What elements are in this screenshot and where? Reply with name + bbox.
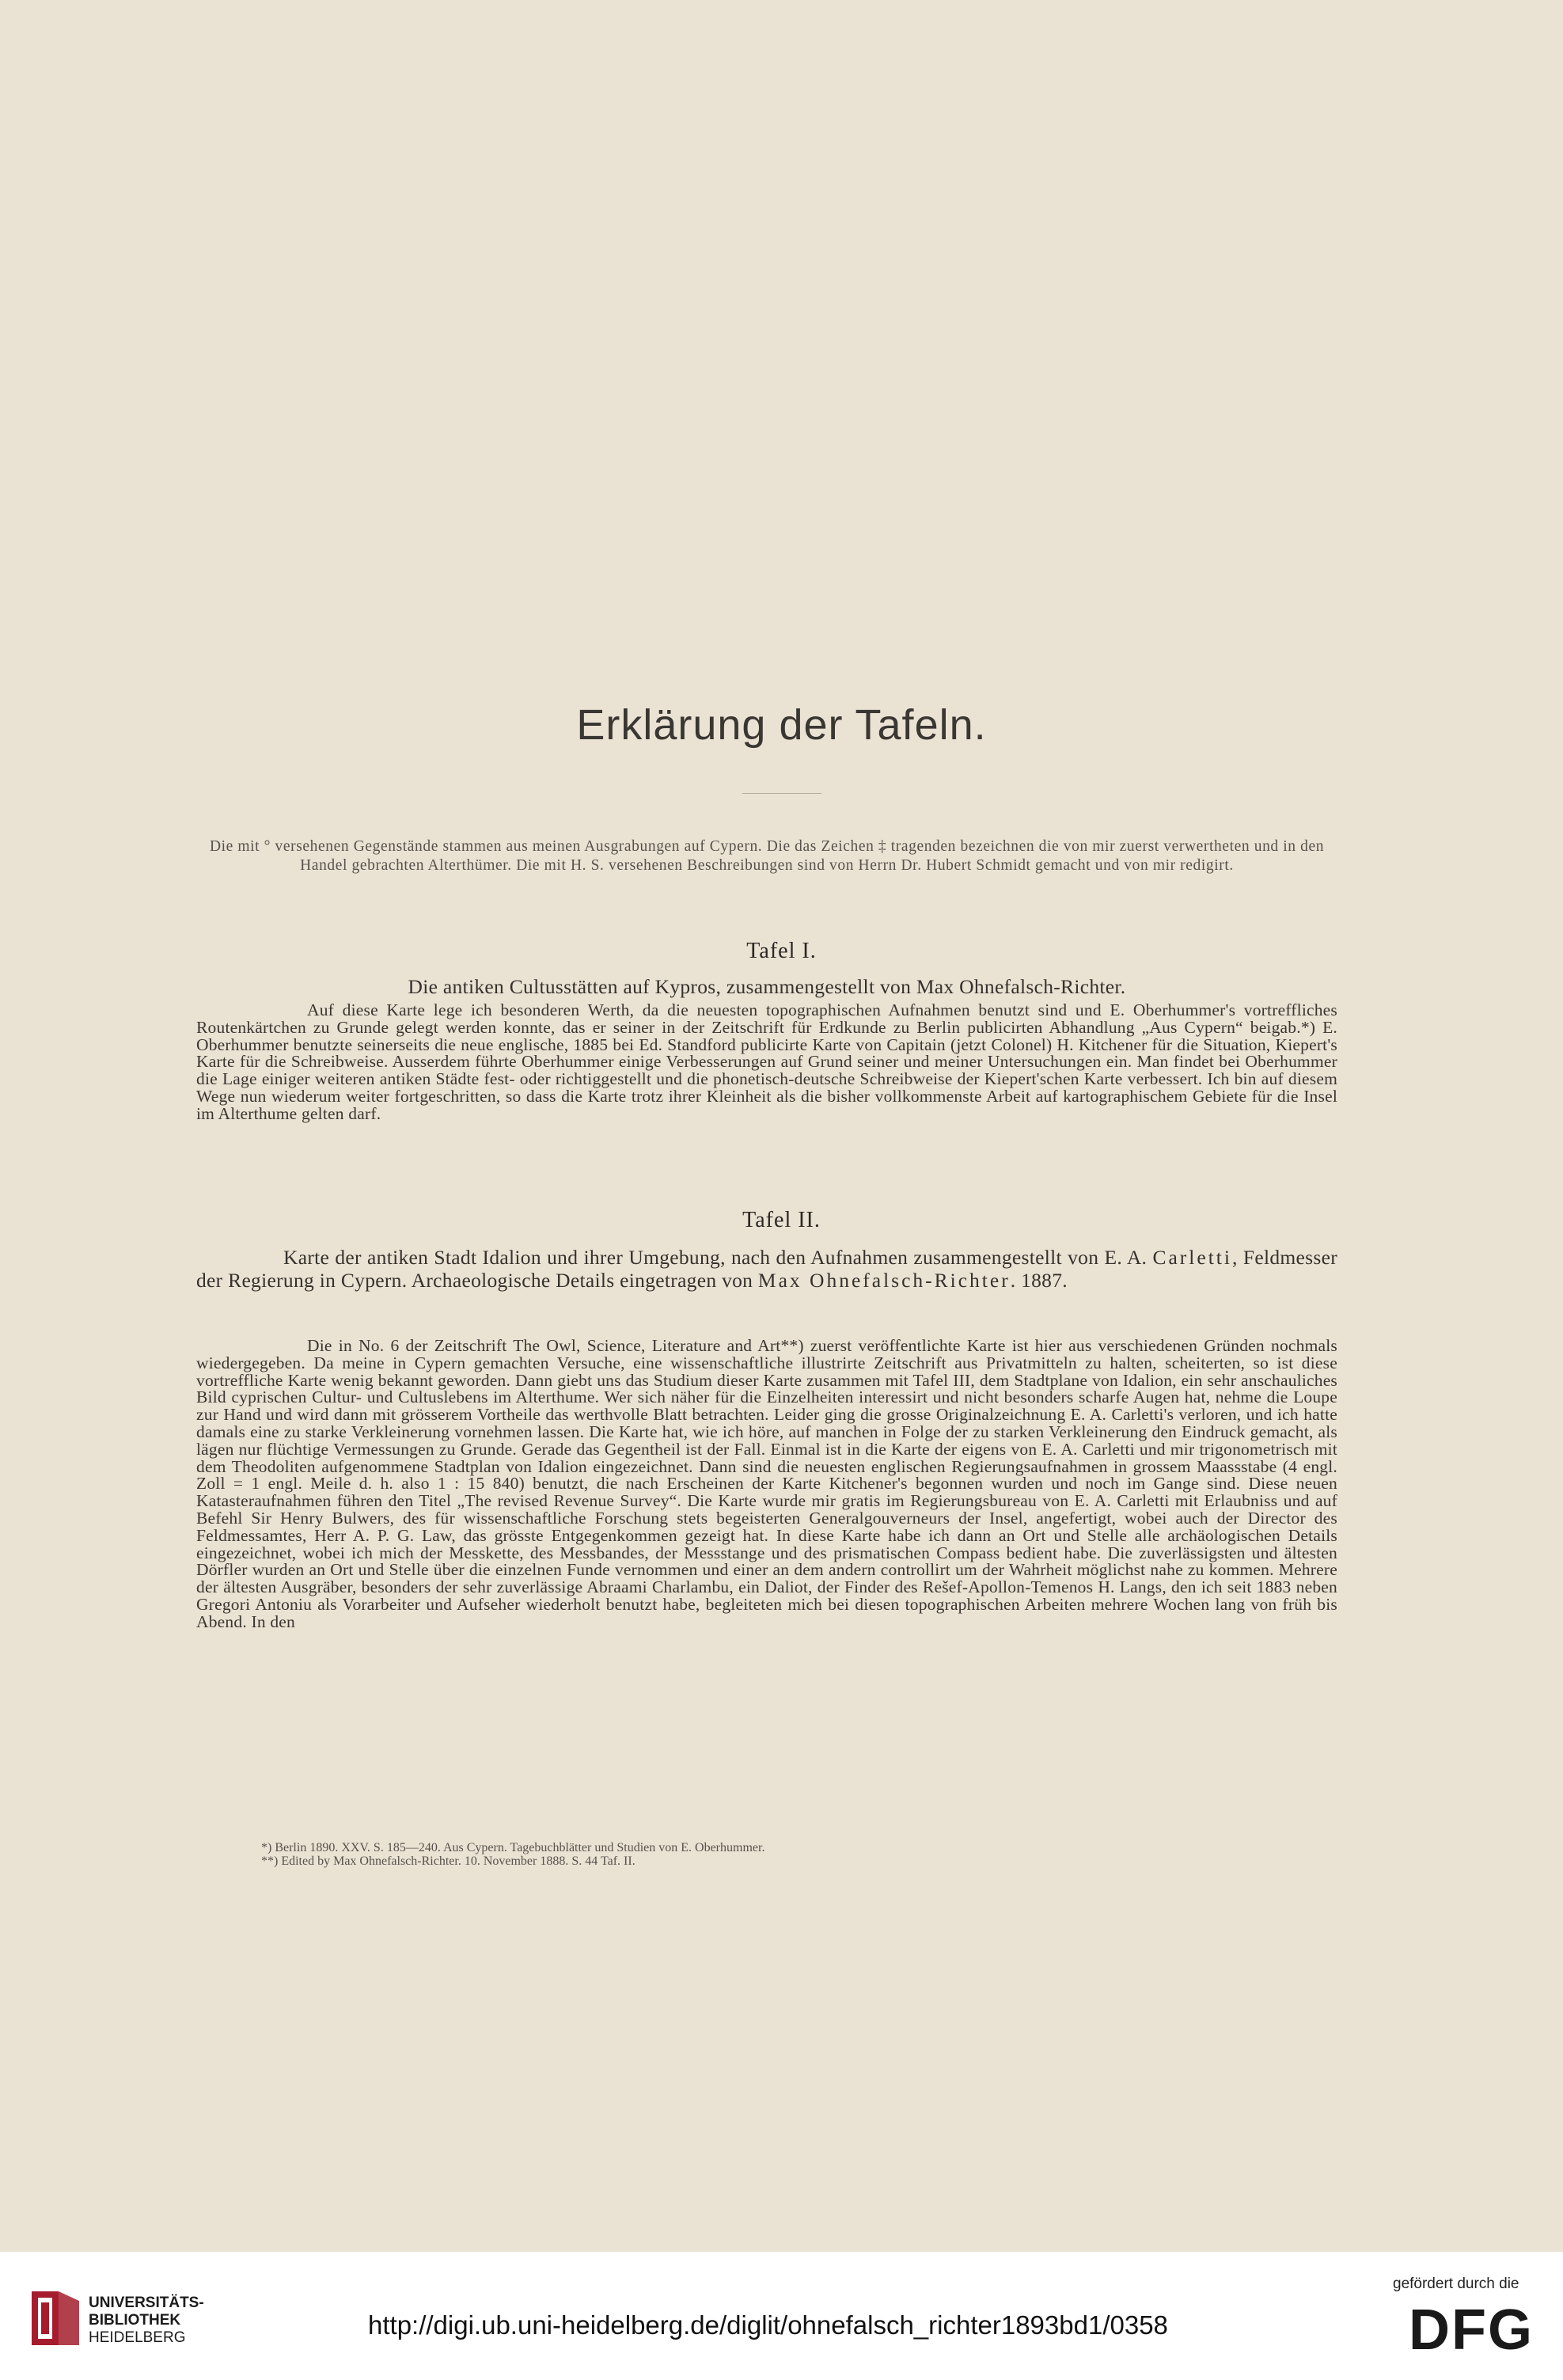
tafel2-subtitle [196,1246,1337,1292]
tafel2-text: Die in No. 6 der Zeitschrift The Owl, Science, Literature and Art**) zuerst veröffentlichte Karte ist hier aus verschiedenen Gründen nochmals wiedergegeben. Da meine in Cypern gemachten Versuche, eine wissenschaftliche illustrirte Zeitschrift aus Privatmitteln zu halten, scheiterten, so ist diese vortreffliche Karte wenig bekannt geworden. Dann giebt uns das Studium dieser Karte zusammen mit Tafel III, dem Stadtplane von Idalion, ein sehr anschauliches Bild cyprischen Cultur- und Cultuslebens im Alterthume. Wer sich näher für die Einzelheiten interessirt und nicht besonders scharfe Augen hat, nehme die Loupe zur Hand und wird dann mit grösserem Vortheile das werthvolle Blatt betrachten. Leider ging die grosse Originalzeichnung E. A. Carletti's verloren, und ich hatte damals eine zu starke Verkleinerung vornehmen lassen. Die Karte hat, wie ich höre, auf manchen in Folge der zu starken Verkleinerung den Eindruck gemacht, als lägen nur flüchtige Vermessungen zu Grunde. Gerade das Gegentheil ist der Fall. Einmal ist in die Karte der eigens von E. A. Carletti und mir trigonometrisch mit dem Theodoliten aufgenommene Stadtplan von Idalion eingezeichnet. Dann sind die neuesten englischen Regierungsaufnahmen in grossem Maassstabe (4 engl. Zoll = 1 engl. Meile d. h. also 1 : 15 840) benutzt, die nach Erscheinen der Karte Kitchener's begonnen wurden und noch im Gange sind. Diese neuen Katasteraufnahmen führen den Titel „The revised Revenue Survey“. Die Karte wurde mir gratis im Regierungsbureau von E. A. Carletti mit Erlaubniss und auf Befehl Sir Henry Bulwers, des für wissenschaftliche Forschung stets begeisterten Generalgouverneurs der Insel, angefertigt, wobei auch der Director des Feldmessamtes, Herr A. P. G. Law, das grösste Entgegenkommen gezeigt hat. In diese Karte habe ich dann an Ort und Stelle alle archäologischen Details eingezeichnet, wobei ich mich der Messkette, des Messbandes, der Messstange und des prismatischen Compass bedient habe. Die zuverlässigsten und ältesten Dörfler wurden an Ort und Stelle über die einzelnen Funde vernommen und einer an dem andern controllirt um der Wahrheit möglichst nahe zu kommen. Mehrere der ältesten Ausgräber, besonders der sehr zuverlässige Abraami Charlambu, ein Daliot, der Finder des Rešef-Apollon-Temenos H. Langs, den ich seit 1883 neben Gregori Antoniu als Vorarbeiter und Aufseher wiederholt benutzt habe, begleiteten mich bei diesen topographischen Arbeiten mehrere Wochen lang von früh bis Abend. In den [196,1336,1337,1631]
library-name-line3: HEIDELBERG [89,2329,186,2346]
library-name-line1: UNIVERSITÄTS- [89,2295,204,2311]
title-divider [742,793,821,794]
preface-note: Die mit ° versehenen Gegenstände stammen aus meinen Ausgrabungen auf Cypern. Die das Zeichen ‡ tragenden bezeichnen die von mir zuerst verwertheten und in den Handel gebrachten Alterthümer. Die mit H. S. versehenen Beschreibungen sind von Herrn Dr. Hubert Schmidt gemacht und von mir redigirt. [209,838,1325,874]
tafel1-subtitle: Die antiken Cultusstätten auf Kypros, zusammengestellt von Max Ohnefalsch-Richter. [408,975,1126,998]
tafel2-heading: Tafel II. [742,1208,821,1232]
tafel2-subtitle-part-a: Karte der antiken Stadt Idalion und ihrer Umgebung, nach den Aufnahmen zusammengestellt von E. A. [283,1246,1148,1269]
library-logo-icon [30,2290,81,2347]
tafel2-subtitle-name-carletti: Carletti [1152,1246,1232,1269]
tafel1-heading: Tafel I. [746,939,817,963]
page-title: Erklärung der Tafeln. [576,701,987,749]
tafel2-subtitle-name-ohnefalsch: Max Ohnefalsch-Richter [757,1269,1011,1292]
permalink-url[interactable]: http://digi.ub.uni-heidelberg.de/diglit/ohnefalsch_richter1893bd1/0358 [368,2310,1168,2340]
footer-bar [0,2252,1563,2380]
footnote-1: *) Berlin 1890. XXV. S. 185—240. Aus Cypern. Tagebuchblätter und Studien von E. Oberhummer. [261,1841,765,1854]
dfg-logo: DFG [1409,2298,1534,2362]
tafel2-subtitle-part-c: . 1887. [1010,1269,1068,1292]
footnote-2: **) Edited by Max Ohnefalsch-Richter. 10. November 1888. S. 44 Taf. II. [261,1854,635,1868]
funding-caption: gefördert durch die [1393,2276,1519,2292]
library-name [89,2295,204,2347]
footnotes [261,1841,1290,1868]
library-name-line2: BIBLIOTHEK [89,2312,181,2329]
tafel2-subtitle-part-b: , Feldmesser der Regierung in Cypern. Archaeologische Details eingetragen von [196,1246,1337,1292]
tafel1-text: Auf diese Karte lege ich besonderen Werth, da die neuesten topographischen Aufnahmen benutzt sind und E. Oberhummer's vortreffliches Routenkärtchen zu Grunde gelegt werden konnte, das er seiner in der Zeitschrift für Erdkunde zu Berlin publicirten Abhandlung „Aus Cypern“ beigab.*) E. Oberhummer benutzte seinerseits die neue englische, 1885 bei Ed. Standford publicirte Karte von Capitain (jetzt Colonel) H. Kitchener für die Situation, Kiepert's Karte für die Schreibweise. Ausserdem führte Oberhummer einige Verbesserungen auf Grund seiner und meiner Untersuchungen ein. Man findet bei Oberhummer die Lage einiger weiteren antiken Städte fest- oder richtiggestellt und die phonetisch-deutsche Schreibweise der Kiepert'schen Karte verbessert. Ich bin auf diesem Wege nun wiederum weiter fortgeschritten, so dass die Karte trotz ihrer Kleinheit als die bisher vollkommenste Arbeit auf kartographischem Gebiete für die Insel im Alterthume gelten darf. [196,1000,1337,1123]
